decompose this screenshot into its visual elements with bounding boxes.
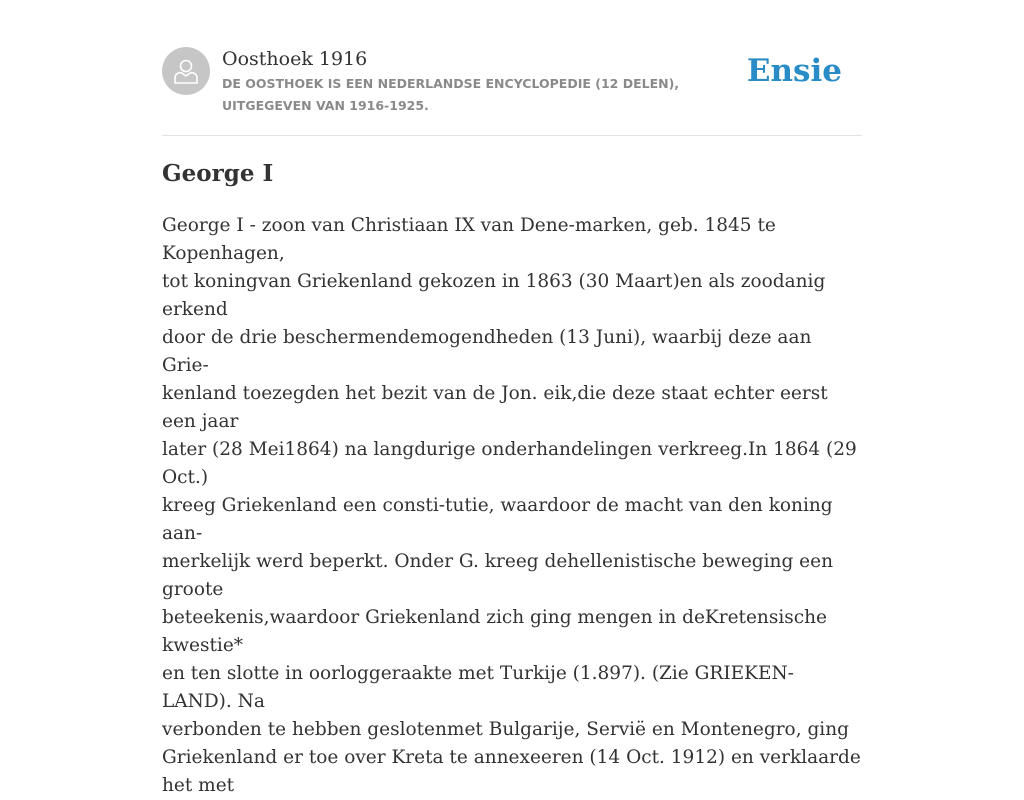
page-container [162,0,862,796]
article-body [162,212,862,800]
article-line: Griekenland er toe over Kreta te annexeeren (14 Oct. 1912) en verklaarde het met [162,747,861,796]
source-header [162,47,862,117]
article-title: George I [162,160,274,187]
header-divider [162,135,862,136]
ensie-logo[interactable]: Ensie [746,53,842,89]
avatar[interactable] [162,47,210,95]
article-line: merkelijk werd beperkt. Onder G. kreeg dehellenistische beweging een groote [162,551,833,600]
article-line: door de drie beschermendemogendheden (13 Juni), waarbij deze aan Grie- [162,327,812,376]
source-title[interactable]: Oosthoek 1916 [222,48,368,70]
article-line: kreeg Griekenland een consti-tutie, waardoor de macht van den koning aan- [162,495,833,544]
article-line: George I - zoon van Christiaan IX van Dene-marken, geb. 1845 te Kopenhagen, [162,215,776,264]
source-description: DE OOSTHOEK IS EEN NEDERLANDSE ENCYCLOPEDIE (12 DELEN), UITGEGEVEN VAN 1916-1925. [222,76,680,113]
article-line: verbonden te hebben geslotenmet Bulgarije, Servië en Montenegro, ging [162,719,849,740]
article-line: beteekenis,waardoor Griekenland zich ging mengen in deKretensische kwestie* [162,607,827,656]
user-icon [171,56,201,86]
article-line: tot koningvan Griekenland gekozen in 1863 (30 Maart)en als zoodanig erkend [162,271,826,320]
article-line: later (28 Mei1864) na langdurige onderhandelingen verkreeg.In 1864 (29 Oct.) [162,439,857,488]
article-line: en ten slotte in oorloggeraakte met Turkije (1.897). (Zie GRIEKEN-LAND). Na [162,663,794,712]
article-line: kenland toezegden het bezit van de Jon. eik,die deze staat echter eerst een jaar [162,383,828,432]
